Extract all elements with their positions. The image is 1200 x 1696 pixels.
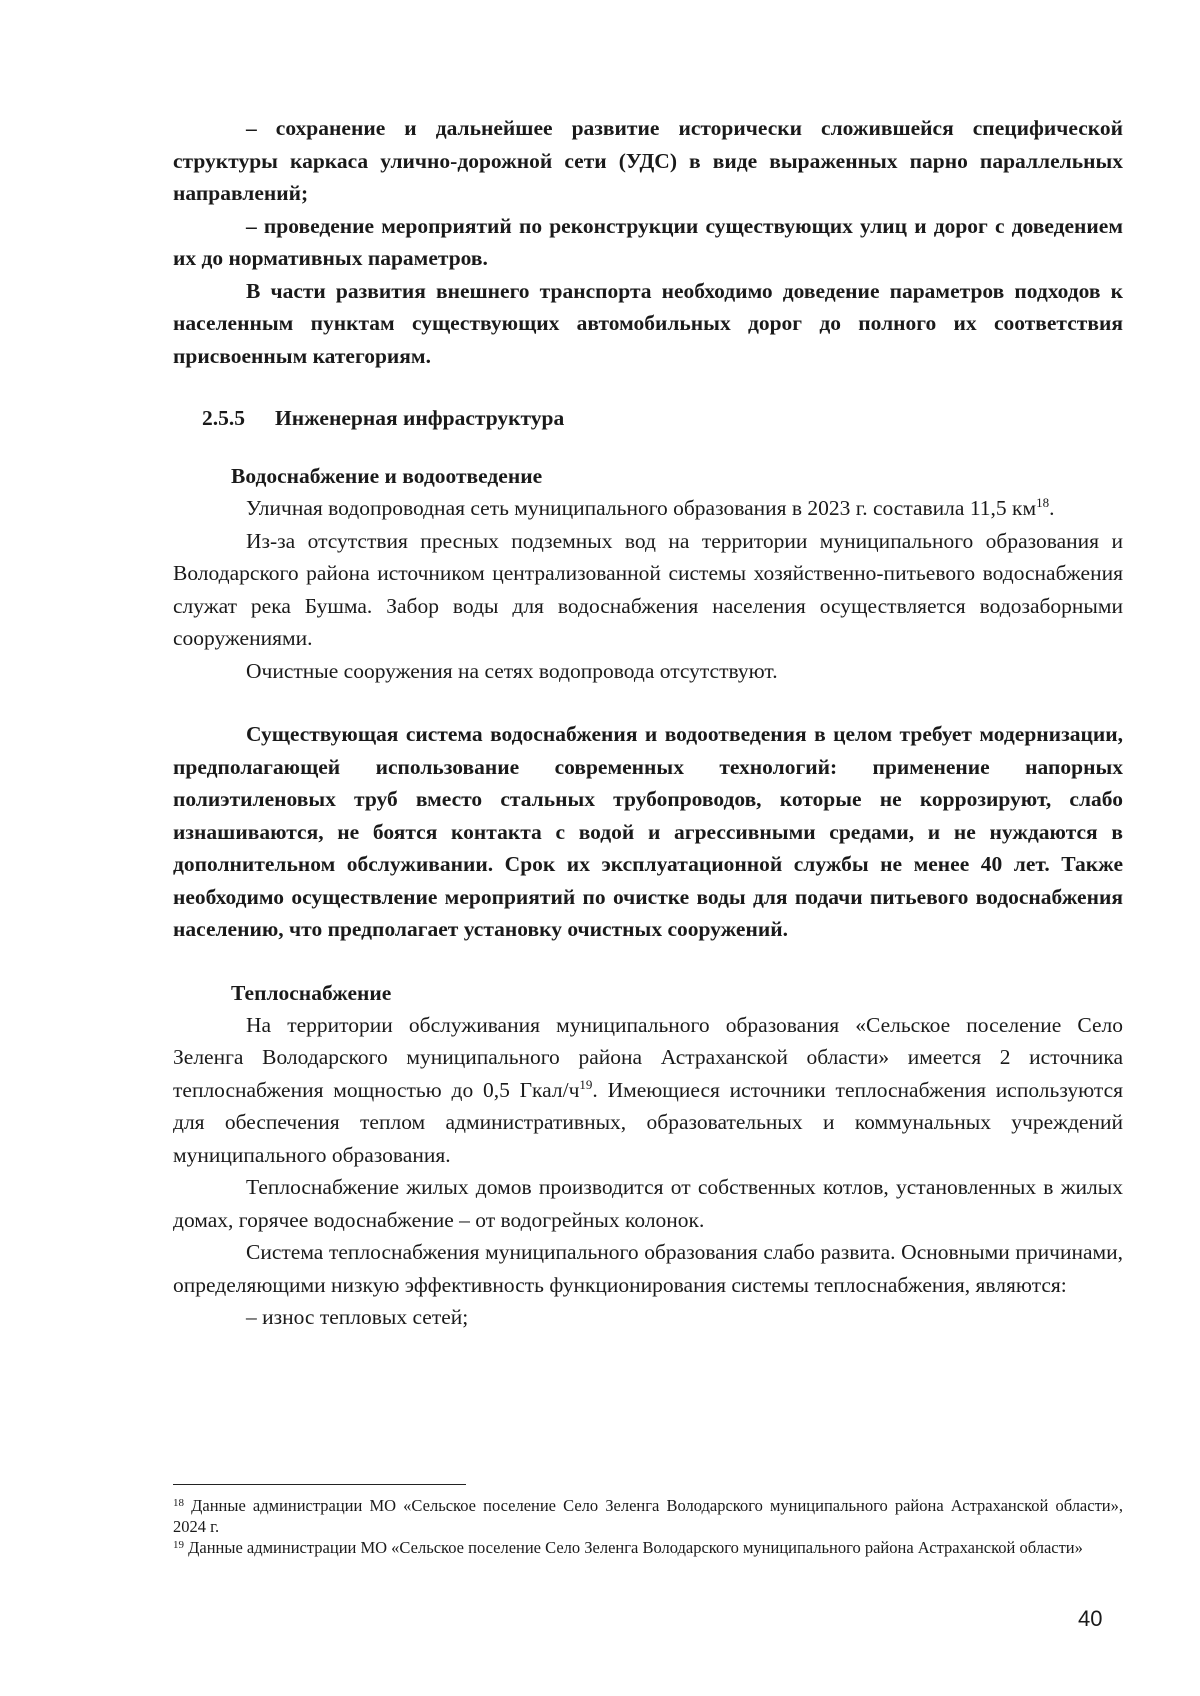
transport-external-paragraph: В части развития внешнего транспорта необходимо доведение параметров подходов к населенным пунктам существующих автомобильных дорог до полного их соответствия присвоенным категориям. [173, 278, 1123, 368]
water-modernization-paragraph: Существующая система водоснабжения и водоотведения в целом требует модернизации, предполагающей использование современных технологий: применение напорных полиэтиленовых труб вместо стальных трубопроводов, которые не коррозируют, слабо изнашиваются, не боятся контакта с водой и агрессивными средами, и не нуждаются в дополнительном обслуживании. Срок их эксплуатационной службы не менее 40 лет. Также необходимо осуществление мероприятий по очистке воды для подачи питьевого водоснабжения населению, что предполагает установку очистных сооружений. [173, 722, 1123, 941]
footnotes [173, 1495, 1123, 1558]
section-number: 2.5.5 [202, 406, 245, 430]
heat-system-paragraph: Система теплоснабжения муниципального образования слабо развита. Основными причинами, определяющими низкую эффективность функционирования системы теплоснабжения, являются: [173, 1240, 1123, 1297]
water-treatment-paragraph: Очистные сооружения на сетях водопровода отсутствуют. [246, 658, 778, 683]
heat-sources-paragraph: На территории обслуживания муниципального образования «Сельское поселение Село Зеленга Володарского муниципального района Астраханской области» имеется 2 источника теплоснабжения мощностью до 0,5 Гкал/$ч^{19}$. Имеющиеся источники теплоснабжения используются для обеспечения теплом административных, образовательных и коммунальных учреждений муниципального образования. [173, 1012, 1123, 1167]
footnote-divider [173, 1484, 466, 1485]
transport-item-reconstruction: – проведение мероприятий по реконструкции существующих улиц и дорог с доведением их до нормативных параметров. [173, 213, 1123, 270]
section-heading [173, 402, 1123, 434]
section-title: Инженерная инфраструктура [275, 406, 565, 430]
page-body [173, 112, 1123, 1334]
transport-item-udc: – сохранение и дальнейшее развитие исторически сложившейся специфической структуры каркаса улично-дорожной сети (УДС) в виде выраженных парно параллельных направлений; [173, 116, 1123, 205]
heat-heading: Теплоснабжение [231, 980, 392, 1005]
heat-houses-paragraph: Теплоснабжение жилых домов производится от собственных котлов, установленных в жилых домах, горячее водоснабжение – от водогрейных колонок. [173, 1175, 1123, 1232]
footnote-ref-18[interactable]: 18 [1036, 495, 1050, 510]
water-network-paragraph: Уличная водопроводная сеть муниципального образования в 2023 г. составила 11,5 $км^{18}$. [246, 495, 1055, 520]
heat-item-wear: – износ тепловых сетей; [246, 1305, 469, 1329]
footnote-ref-19[interactable]: 19 [579, 1076, 593, 1092]
page-number: 40 [1078, 1606, 1103, 1631]
footnote-18: $^{18}$ Данные администрации МО «Сельское поселение Село Зеленга Володарского муниципального района Астраханской области», 2024 г. [173, 1496, 1123, 1536]
footnote-19: $^{19}$ Данные администрации МО «Сельское поселение Село Зеленга Володарского муниципального района Астраханской области» [173, 1538, 1083, 1557]
water-source-paragraph: Из-за отсутствия пресных подземных вод на территории муниципального образования и Володарского района источником централизованной системы хозяйственно-питьевого водоснабжения служат река Бушма. Забор воды для водоснабжения населения осуществляется водозаборными сооружениями. [173, 528, 1123, 650]
water-heading: Водоснабжение и водоотведение [231, 464, 543, 488]
